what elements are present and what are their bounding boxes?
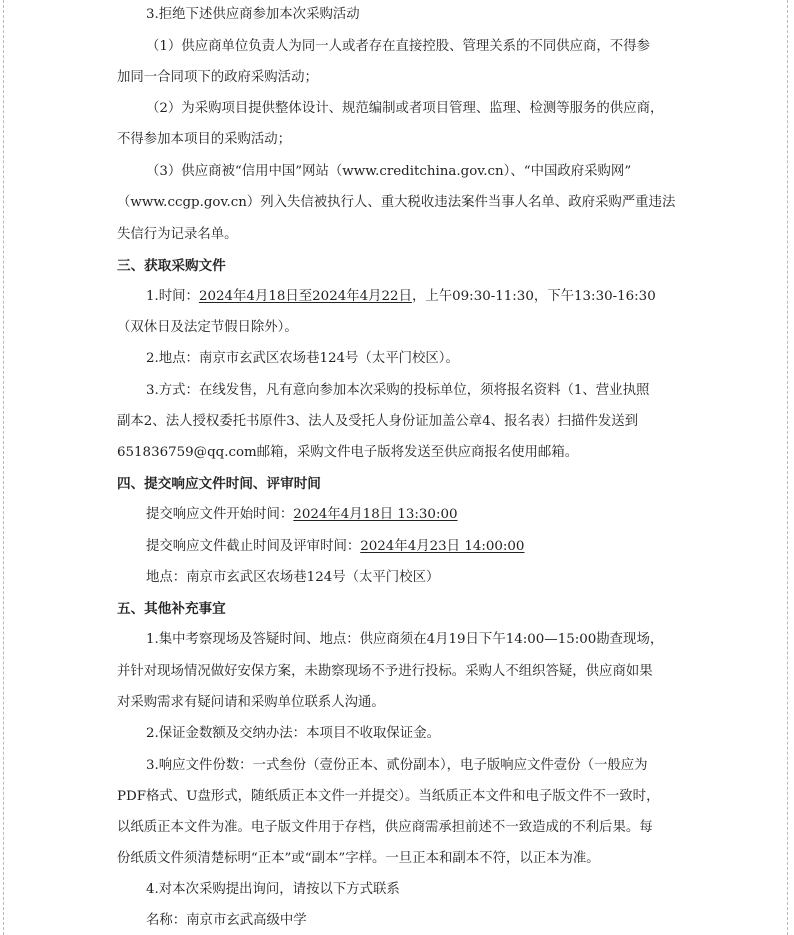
paragraph-line: 651836759@qq.com邮箱，采购文件电子版将发送至供应商报名使用邮箱。	[117, 445, 579, 460]
page-margin-guide-right	[787, 0, 788, 935]
paragraph-line: 副本2、法人授权委托书原件3、法人及受托人身份证加盖公章4、报名表）扫描件发送到	[117, 414, 639, 429]
start-time-value: 2024年4月18日 13:30:00	[293, 507, 458, 522]
paragraph-line: 2.地点：南京市玄武区农场巷124号（太平门校区）。	[146, 351, 459, 366]
paragraph-line: 不得参加本项目的采购活动；	[117, 132, 292, 147]
paragraph-line: （双休日及法定节假日除外）。	[117, 320, 298, 335]
section-heading: 五、其他补充事宜	[117, 601, 226, 617]
paragraph-line: 2.保证金数额及交纳办法：本项目不收取保证金。	[146, 726, 440, 741]
section-heading: 四、提交响应文件时间、评审时间	[117, 476, 321, 492]
paragraph-line: 3.响应文件份数：一式叁份（壹份正本、贰份副本），电子版响应文件壹份（一般应为	[146, 758, 648, 773]
paragraph-line: （2）为采购项目提供整体设计、规范编制或者项目管理、监理、检测等服务的供应商，	[146, 101, 664, 116]
deadline-label: 提交响应文件截止时间及评审时间：	[146, 539, 361, 554]
paragraph-line: 并针对现场情况做好安保方案，未勘察现场不予进行投标。采购人不组织答疑，供应商如果	[117, 664, 653, 679]
paragraph-line: 加同一合同项下的政府采购活动；	[117, 70, 318, 85]
paragraph-line: 份纸质文件须清楚标明“正本”或“副本”字样。一旦正本和副本不符，以正本为准。	[117, 851, 600, 866]
sale-hours: ，上午09:30-11:30，下午13:30-16:30	[411, 289, 656, 304]
paragraph-line: （1）供应商单位负责人为同一人或者存在直接控股、管理关系的不同供应商，不得参	[146, 39, 650, 54]
paragraph-line	[146, 538, 676, 556]
sale-date-range: 2024年4月18日至2024年4月22日	[198, 289, 412, 304]
paragraph-line: 对采购需求有疑问请和采购单位联系人沟通。	[117, 695, 385, 710]
paragraph-line: （www.ccgp.gov.cn）列入失信被执行人、重大税收违法案件当事人名单、政府采购严重违法	[117, 195, 676, 210]
paragraph-line: 1.集中考察现场及答疑时间、地点：供应商须在4月19日下午14:00—15:00勘查现场，	[146, 632, 664, 647]
paragraph-line: 3.拒绝下述供应商参加本次采购活动	[146, 7, 360, 22]
deadline-value: 2024年4月23日 14:00:00	[360, 539, 525, 554]
section-heading: 三、获取采购文件	[117, 258, 226, 274]
page-margin-guide-left	[3, 0, 4, 935]
paragraph-line: PDF格式、U盘形式，随纸质正本文件一并提交）。当纸质正本文件和电子版文件不一致时，	[117, 789, 660, 804]
start-time-label: 提交响应文件开始时间：	[146, 507, 294, 522]
paragraph-line: 以纸质正本文件为准。电子版文件用于存档，供应商需承担前述不一致造成的不利后果。每	[117, 820, 653, 835]
paragraph-line	[146, 288, 676, 306]
paragraph-line: 名称：南京市玄武高级中学	[146, 913, 307, 928]
paragraph-line: 3.方式：在线发售，凡有意向参加本次采购的投标单位，须将报名资料（1、营业执照	[146, 383, 650, 398]
paragraph-line: 4.对本次采购提出询问，请按以下方式联系	[146, 882, 400, 897]
paragraph-line: 地点：南京市玄武区农场巷124号（太平门校区）	[146, 570, 440, 585]
paragraph-line	[146, 506, 676, 524]
time-label: 1.时间：	[146, 289, 199, 304]
paragraph-line: （3）供应商被“信用中国”网站（www.creditchina.gov.cn）、“中国政府采购网”	[146, 164, 632, 179]
paragraph-line: 失信行为记录名单。	[117, 227, 238, 242]
